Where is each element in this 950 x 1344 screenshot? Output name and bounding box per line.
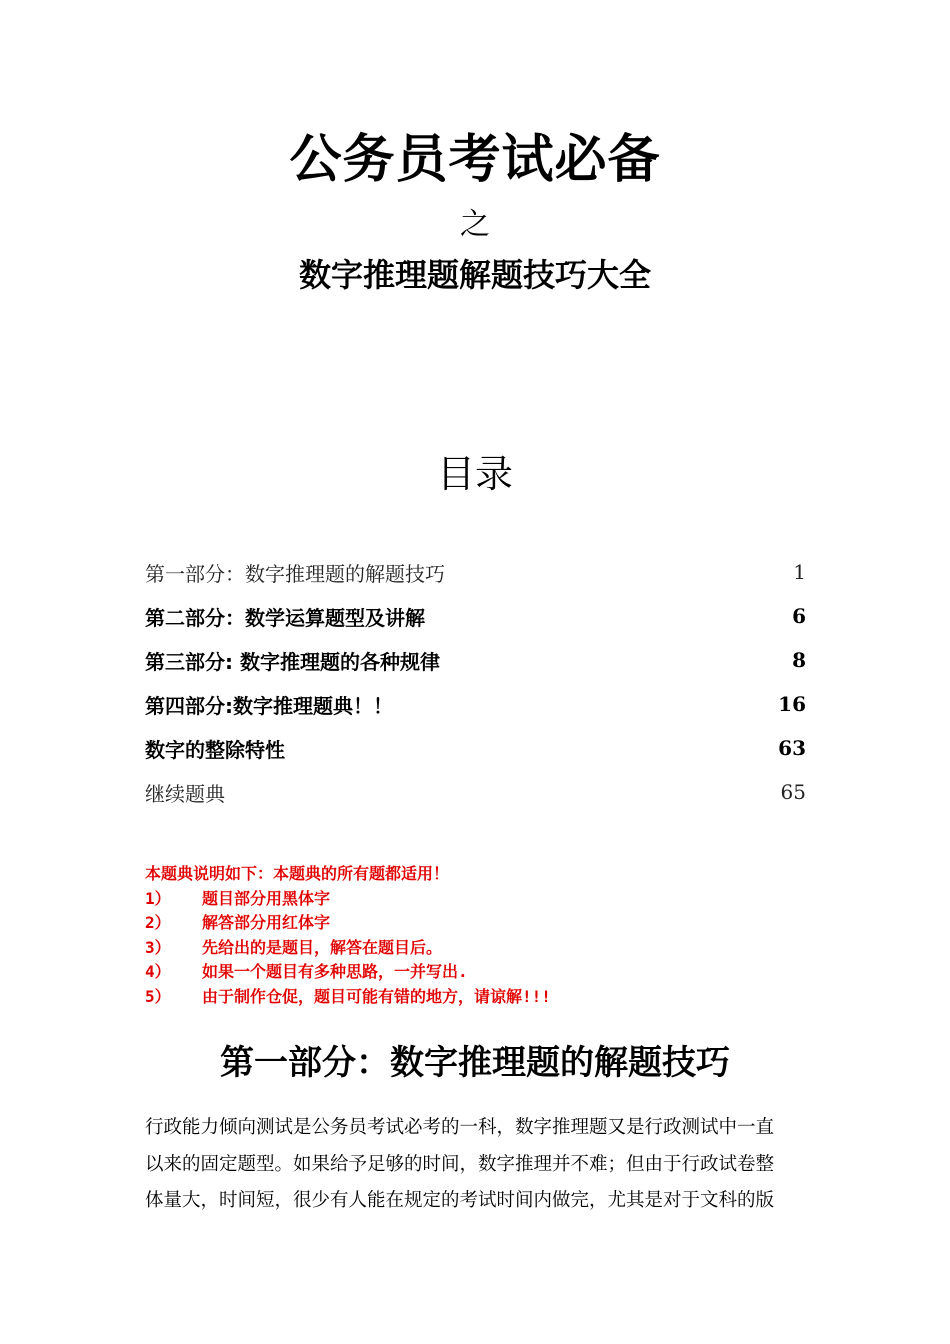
toc-entry-page: 16 xyxy=(778,692,806,716)
body-line: 行政能力倾向测试是公务员考试必考的一科，数字推理题又是行政测试中一直 xyxy=(145,1117,775,1138)
note-text: 如果一个题目有多种思路，一并写出. xyxy=(202,962,468,981)
toc-entry-page: 6 xyxy=(792,604,806,628)
note-number: 2） xyxy=(145,913,171,932)
table-of-contents xyxy=(145,550,806,814)
toc-entry[interactable] xyxy=(145,770,806,814)
body-line: 以来的固定题型。如果给予足够的时间，数字推理并不难；但由于行政试卷整 xyxy=(145,1153,775,1175)
note-item xyxy=(145,960,825,985)
note-number: 1） xyxy=(145,888,171,908)
toc-entry-label: 数字的整除特性 xyxy=(145,737,285,762)
toc-heading: 目录 xyxy=(436,452,513,496)
notes-intro: 本题典说明如下：本题典的所有题都适用！ xyxy=(145,864,450,883)
toc-entry-label: 继续题典 xyxy=(145,781,225,806)
toc-entry[interactable] xyxy=(145,682,806,726)
note-text: 解答部分用红体字 xyxy=(202,913,331,932)
title-connector: 之 xyxy=(460,207,490,242)
toc-entry-label: 第四部分:数字推理题典！！ xyxy=(145,693,393,718)
toc-entry[interactable] xyxy=(145,550,806,594)
note-text: 先给出的是题目，解答在题目后。 xyxy=(202,937,443,957)
toc-entry[interactable] xyxy=(145,726,806,770)
toc-entry[interactable] xyxy=(145,594,806,638)
toc-entry-page: 63 xyxy=(778,736,806,760)
document-subtitle: 数字推理题解题技巧大全 xyxy=(298,256,651,294)
toc-entry-label: 第一部分：数字推理题的解题技巧 xyxy=(145,561,445,586)
toc-entry-page: 65 xyxy=(780,780,806,804)
document-title: 公务员考试必备 xyxy=(289,130,661,190)
toc-entry-label: 第三部分: 数字推理题的各种规律 xyxy=(145,649,440,674)
body-line: 体量大，时间短，很少有人能在规定的考试时间内做完，尤其是对于文科的版 xyxy=(145,1190,775,1211)
usage-notes xyxy=(145,862,825,1009)
note-number: 4） xyxy=(145,962,171,981)
toc-entry-label: 第二部分：数学运算题型及讲解 xyxy=(145,605,425,630)
note-number: 5） xyxy=(145,986,171,1006)
section-heading: 第一部分：数字推理题的解题技巧 xyxy=(220,1043,730,1083)
note-number: 3） xyxy=(145,937,171,957)
note-item xyxy=(145,936,825,961)
toc-entry-page: 8 xyxy=(792,648,806,672)
note-item xyxy=(145,911,825,936)
section-body xyxy=(145,1110,806,1220)
toc-entry-page: 1 xyxy=(793,560,806,584)
note-text: 由于制作仓促，题目可能有错的地方，请谅解!!! xyxy=(202,986,551,1006)
note-text: 题目部分用黑体字 xyxy=(202,888,331,908)
toc-entry[interactable] xyxy=(145,638,806,682)
note-item xyxy=(145,985,825,1010)
note-item xyxy=(145,887,825,912)
